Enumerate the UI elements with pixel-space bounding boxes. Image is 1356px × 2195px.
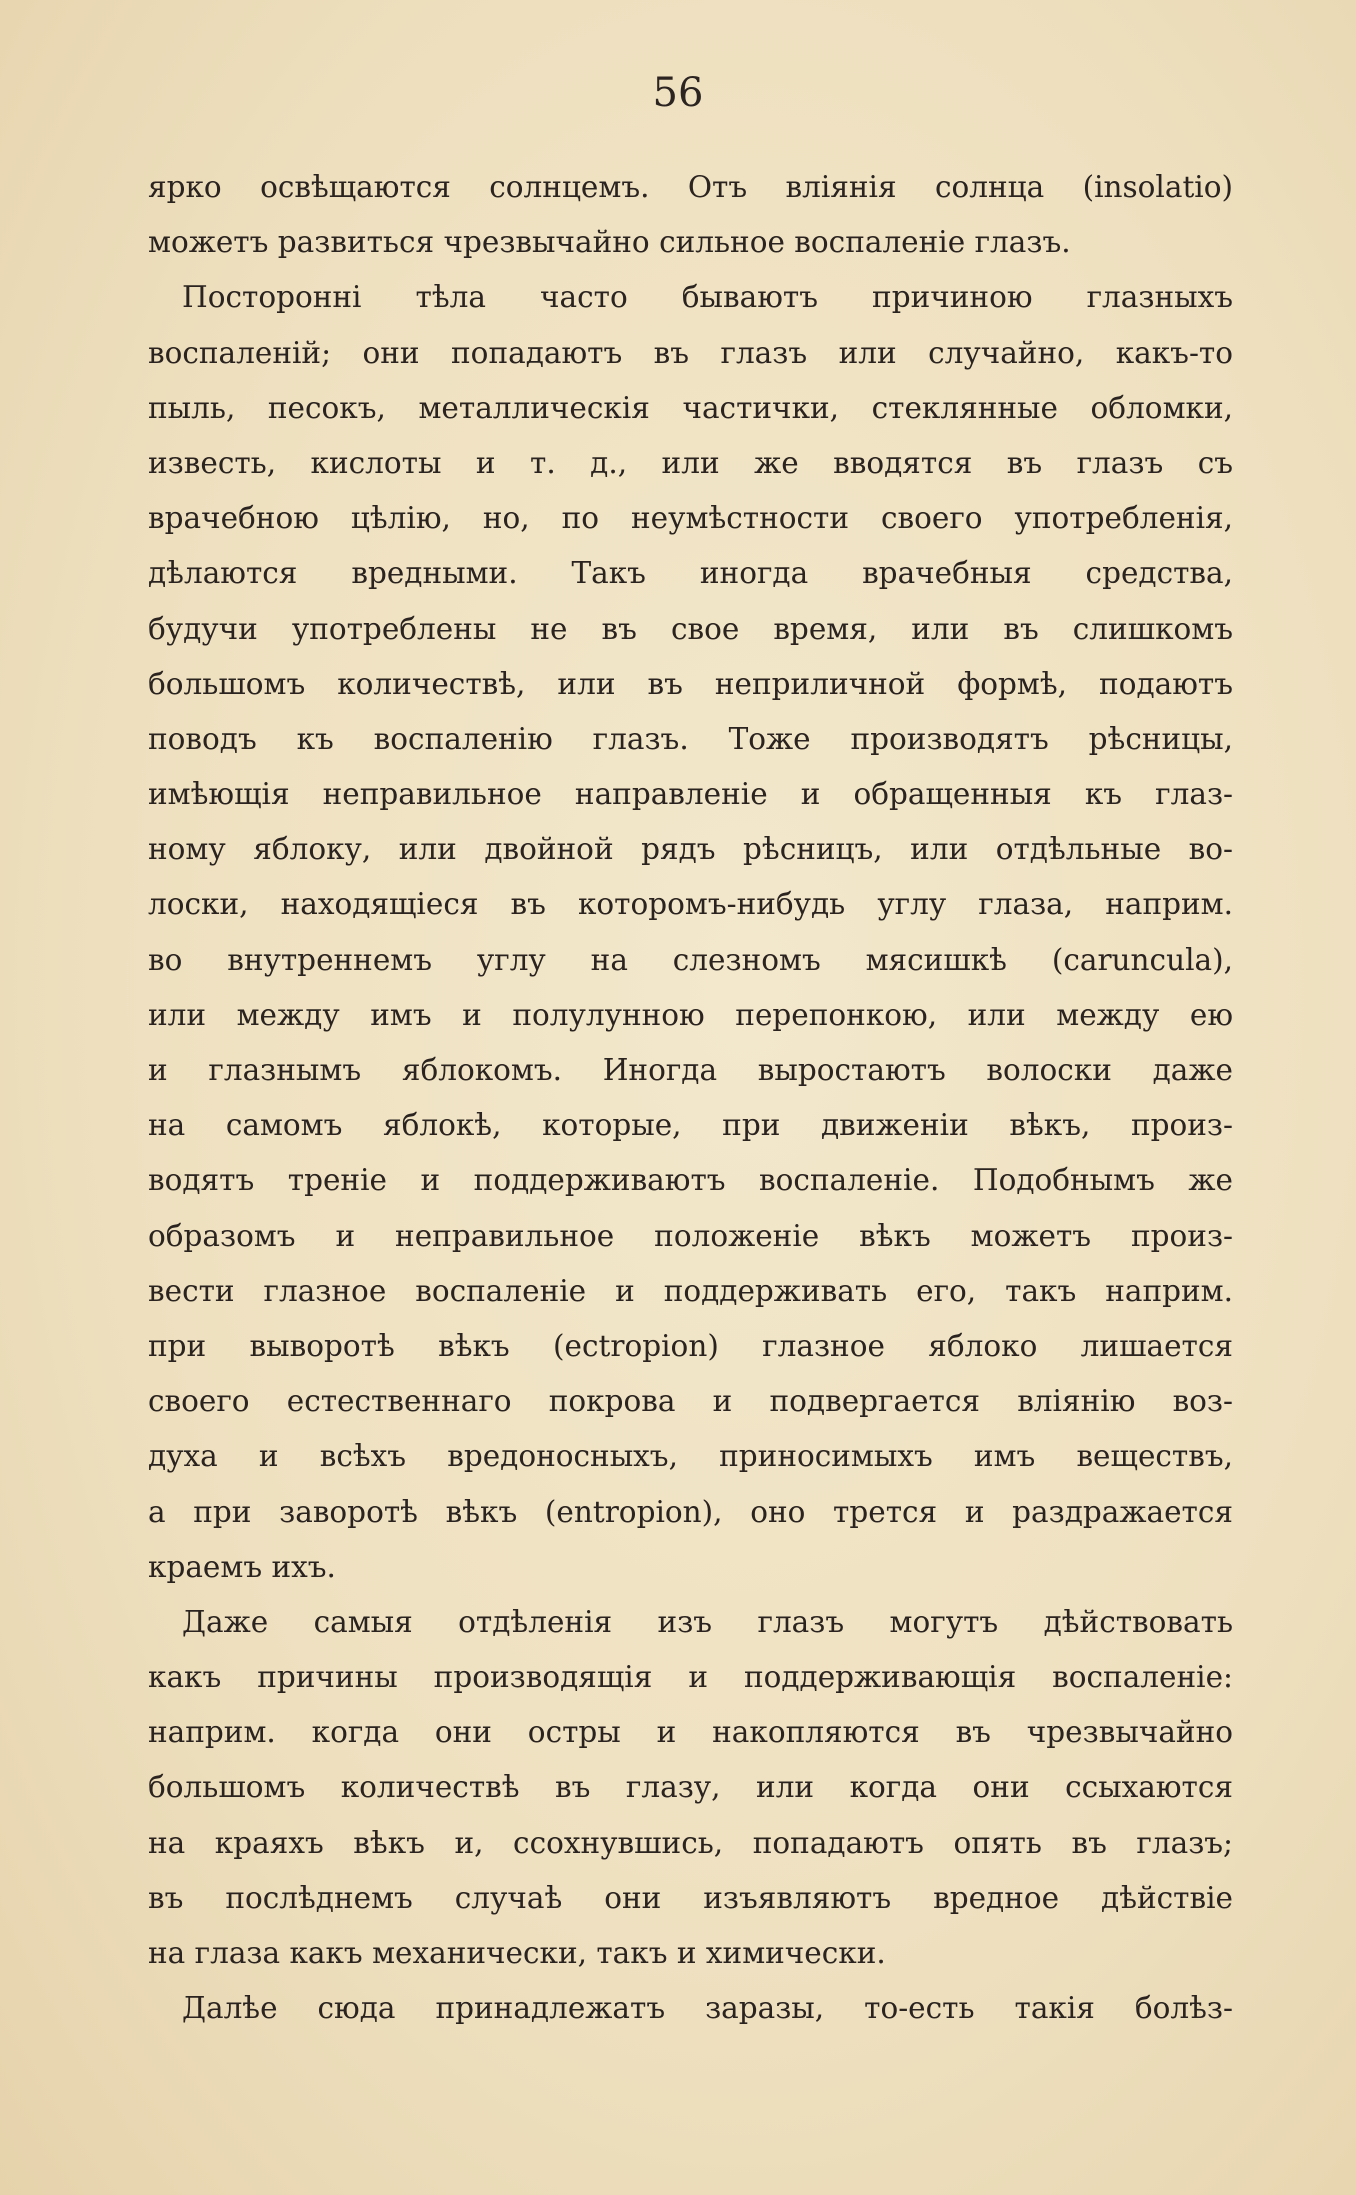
text-line: врачебною цѣлію, но, по неумѣстности своего употребленія, — [148, 501, 1233, 536]
text-line: въ послѣднемъ случаѣ они изъявляютъ вредное дѣйствіе — [148, 1880, 1233, 1915]
text-line: воспаленій; они попадаютъ въ глазъ или случайно, какъ-то — [148, 335, 1233, 370]
text-line: поводъ къ воспаленію глазъ. Тоже производятъ рѣсницы, — [148, 721, 1233, 756]
text-line: образомъ и неправильное положеніе вѣкъ можетъ произ- — [148, 1218, 1233, 1253]
text-line: пыль, песокъ, металлическія частички, стеклянные обломки, — [148, 390, 1233, 425]
text-line: на глаза какъ механически, такъ и химически. — [148, 1936, 886, 1970]
text-line: большомъ количествѣ въ глазу, или когда они ссыхаются — [148, 1770, 1233, 1805]
page-number: 56 — [652, 70, 704, 116]
text-line: дѣлаются вредными. Такъ иногда врачебныя средства, — [148, 556, 1233, 591]
text-line: можетъ развиться чрезвычайно сильное воспаленіе глазъ. — [148, 225, 1071, 260]
text-line: во внутреннемъ углу на слезномъ мясишкѣ (caruncula), — [148, 942, 1233, 977]
text-line: и глазнымъ яблокомъ. Иногда выростаютъ волоски даже — [148, 1053, 1233, 1087]
text-line: ному яблоку, или двойной рядъ рѣсницъ, или отдѣльные во- — [148, 832, 1233, 867]
body-text — [148, 160, 1233, 2036]
text-line: большомъ количествѣ, или въ неприличной формѣ, подаютъ — [148, 666, 1233, 701]
text-line: на краяхъ вѣкъ и, ссохнувшись, попадаютъ опять въ глазъ; — [148, 1825, 1233, 1860]
text-line: известь, кислоты и т. д., или же вводятся въ глазъ съ — [148, 445, 1233, 480]
text-line: своего естественнаго покрова и подвергается вліянію воз- — [148, 1384, 1233, 1419]
text-line: а при заворотѣ вѣкъ (entropion), оно трется и раздражается — [148, 1494, 1233, 1529]
text-line: ярко освѣщаются солнцемъ. Отъ вліянія солнца (insolatio) — [148, 170, 1233, 204]
text-line: будучи употреблены не въ свое время, или въ слишкомъ — [148, 611, 1233, 646]
text-line: на самомъ яблокѣ, которые, при движеніи вѣкъ, произ- — [148, 1108, 1233, 1143]
paragraph-start-line: Далѣе сюда принадлежатъ заразы, то-есть такія болѣз- — [182, 1991, 1233, 2026]
text-line: духа и всѣхъ вредоносныхъ, приносимыхъ имъ веществъ, — [148, 1439, 1233, 1474]
text-line: водятъ треніе и поддерживаютъ воспаленіе. Подобнымъ же — [148, 1163, 1233, 1198]
paragraph-start-line: Посторонні тѣла часто бываютъ причиною глазныхъ — [182, 280, 1233, 315]
text-line: при выворотѣ вѣкъ (ectropion) глазное яблоко лишается — [148, 1328, 1233, 1363]
text-line: или между имъ и полулунною перепонкою, или между ею — [148, 997, 1233, 1032]
text-line: какъ причины производящія и поддерживающія воспаленіе: — [148, 1660, 1233, 1695]
text-line: имѣющія неправильное направленіе и обращенныя къ глаз- — [148, 777, 1233, 812]
text-line: краемъ ихъ. — [148, 1549, 336, 1584]
text-line: лоски, находящіеся въ которомъ-нибудь углу глаза, наприм. — [148, 887, 1233, 922]
paragraph-start-line: Даже самыя отдѣленія изъ глазъ могутъ дѣйствовать — [182, 1604, 1233, 1639]
text-line: наприм. когда они остры и накопляются въ чрезвычайно — [148, 1715, 1233, 1750]
text-line: вести глазное воспаленіе и поддерживать его, такъ наприм. — [148, 1273, 1233, 1308]
